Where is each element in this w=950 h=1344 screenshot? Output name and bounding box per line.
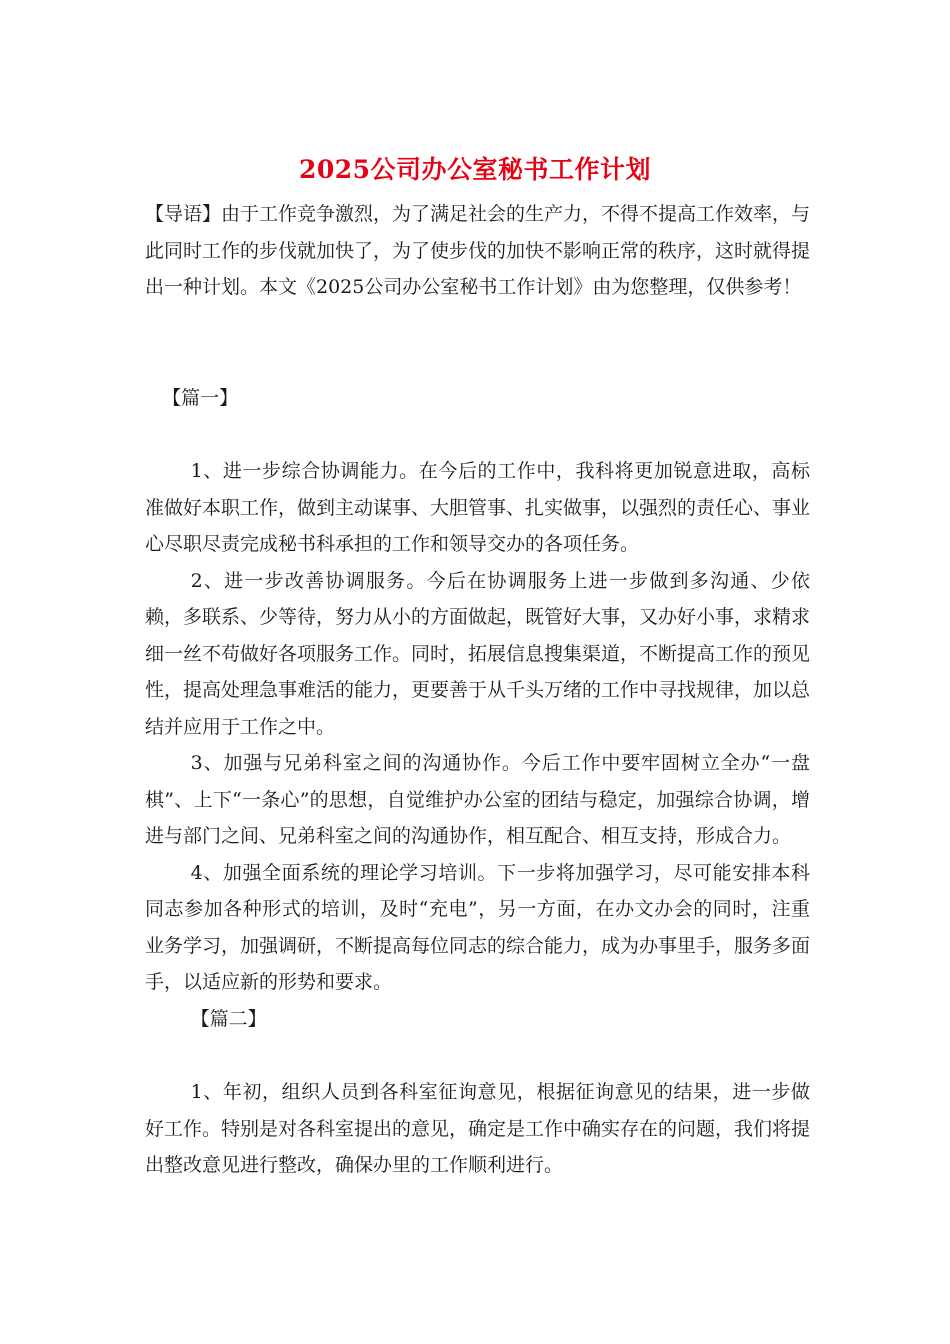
section-heading-2: 【篇二】 [190,1007,267,1030]
section1-paragraph-1: 1、进一步综合协调能力。在今后的工作中，我科将更加锐意进取，高标准做好本职工作，做到主动谋事、大胆管事、扎实做事，以强烈的责任心、事业心尽职尽责完成秘书科承担的工作和领导交办的各项任务。 [145,460,811,555]
section2-paragraph-1: 1、年初，组织人员到各科室征询意见，根据征询意见的结果，进一步做好工作。特别是对各科室提出的意见，确定是工作中确实存在的问题，我们将提出整改意见进行整改，确保办里的工作顺利进行。 [145,1081,811,1176]
intro-paragraph: 【导语】由于工作竞争激烈，为了满足社会的生产力，不得不提高工作效率，与此同时工作的步伐就加快了，为了使步伐的加快不影响正常的秩序，这时就得提出一种计划。本文《2025公司办公室秘书工作计划》由为您整理，仅供参考！ [145,203,811,298]
document-title: 2025公司办公室秘书工作计划 [298,155,652,184]
section1-paragraph-3: 3、加强与兄弟科室之间的沟通协作。今后工作中要牢固树立全办“一盘棋”、上下“一条心”的思想，自觉维护办公室的团结与稳定，加强综合协调，增进与部门之间、兄弟科室之间的沟通协作，相互配合、相互支持，形成合力。 [145,752,810,847]
section-heading-1: 【篇一】 [162,386,239,409]
section1-paragraph-4: 4、加强全面系统的理论学习培训。下一步将加强学习，尽可能安排本科同志参加各种形式的培训，及时“充电”，另一方面，在办文办会的同时，注重业务学习，加强调研，不断提高每位同志的综合能力，成为办事里手，服务多面手，以适应新的形势和要求。 [145,861,811,993]
section1-paragraph-2: 2、进一步改善协调服务。今后在协调服务上进一步做到多沟通、少依赖，多联系、少等待，努力从小的方面做起，既管好大事，又办好小事，求精求细一丝不苟做好各项服务工作。同时，拓展信息搜集渠道，不断提高工作的预见性，提高处理急事难活的能力，更要善于从千头万绪的工作中寻找规律，加以总结并应用于工作之中。 [145,569,811,738]
document-body [145,196,810,1184]
